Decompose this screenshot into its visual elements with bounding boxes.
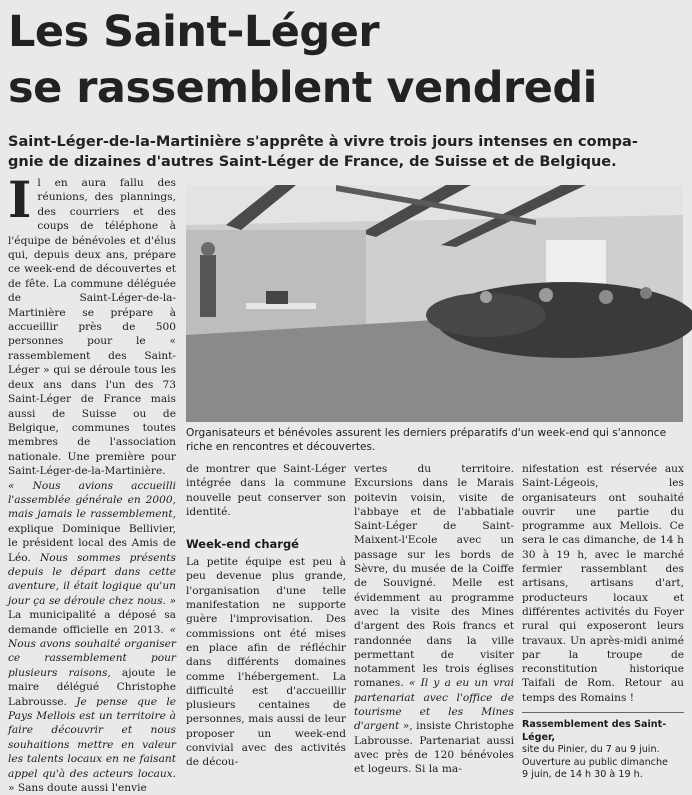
photo-illustration	[186, 185, 683, 422]
quote: Je pense que le Pays Mellois est un territoire à faire découvrir et nous souhaitions mettre en valeur les talents locaux en ne faisant appel qu'à des acteurs locaux.	[8, 695, 176, 780]
photo-attendee-head	[480, 291, 492, 303]
text: l en aura fallu des réunions, des plannings, des courriers et des coups de téléphone à l'équipe de bénévoles et d'élus qui, depuis deux ans, prépare ce week-end de découvertes et de fête. La commune déléguée de Saint-Léger-de-la-Martinière se prépare à accueillir près de 500 personnes pour le « rassemblement des Saint-Léger » qui se déroule tous les deux ans dans l'un des 73 Saint-Léger de France mais aussi de Suisse ou de Belgique, communes toutes membres de l'association nationale. Une première pour Saint-Léger-de-la-Martinière.	[8, 177, 176, 478]
paragraph	[8, 170, 176, 479]
subheading: Week-end chargé	[186, 537, 299, 552]
paragraph: nifestation est réservée aux Saint-Légeois, les organisateurs ont souhaité ouvrir une partie du programme aux Mellois. Ce sera le cas dimanche, de 14 h 30 à 19 h, avec le marché fermier rassemblant des artisans, artisans d'art, producteurs locaux et différentes activités du Foyer rural qui exposeront leurs travaux. Un après-midi animé par la troupe de reconstitution historique Taifali de Rom. Retour au temps des Romains !	[522, 463, 684, 704]
info-box	[522, 719, 684, 782]
event-hall-photo	[186, 185, 683, 422]
headline-line-2: se rassemblent vendredi	[8, 63, 597, 113]
photo-laptop	[266, 291, 288, 304]
body-column-3	[354, 462, 514, 776]
body-column-4	[522, 462, 684, 781]
quote: Nous sommes présents depuis le départ dans cette aventure, il était logique qu'un jour ça se déroule chez nous. »	[8, 551, 176, 607]
info-box-body: site du Pinier, du 7 au 9 juin. Ouverture au public dimanche 9 juin, de 14 h 30 à 19 h.	[522, 744, 668, 781]
quote: « Nous avions accueilli l'assemblée générale en 2000, mais jamais le rassemblement,	[8, 479, 176, 521]
body-column-1	[8, 170, 176, 795]
divider	[522, 712, 684, 713]
dropcap: I	[8, 170, 32, 229]
quote: « Il y a eu un vrai partenariat avec l'office de tourisme et les Mines d'argent »,	[354, 677, 514, 733]
info-box-title: Rassemblement des Saint-Léger,	[522, 719, 667, 743]
text: » Sans doute aussi l'envie	[8, 782, 147, 795]
headline	[8, 4, 684, 116]
body-column-2	[186, 462, 346, 769]
text: explique Dominique Bellivier, le président local des Amis de Léo.	[8, 522, 176, 564]
paragraph: de montrer que Saint-Léger intégrée dans la commune nouvelle peut conserver son identité.	[186, 463, 346, 518]
photo-speaker-head	[201, 242, 215, 256]
photo-window	[546, 240, 606, 285]
photo-speaker-person	[200, 255, 216, 317]
paragraph	[354, 462, 514, 777]
standfirst: Saint-Léger-de-la-Martinière s'apprête à vivre trois jours intenses en compa- gnie de dizaines d'autres Saint-Léger de France, de Suisse et de Belgique.	[8, 134, 638, 170]
photo-attendee-head	[640, 287, 652, 299]
photo-attendee-head	[539, 288, 553, 302]
paragraph	[8, 479, 176, 795]
paragraph: La petite équipe est peu à peu devenue plus grande, l'organisation d'une telle manifestation ne supporte guère l'improvisation. Des commissions ont été mises en place afin de réfléchir dans différents domaines comme l'hébergement. La difficulté est d'accueillir plusieurs centaines de personnes, mais aussi de leur proposer un week-end convivial avec des activités de décou-	[186, 556, 346, 769]
photo-caption: Organisateurs et bénévoles assurent les derniers préparatifs d'un week-end qui s'annonce riche en rencontres et découvertes.	[186, 427, 667, 453]
text: insiste Christophe Labrousse. Partenariat aussi avec près de 120 bénévoles et logeurs. Si la ma-	[354, 720, 514, 776]
quote: « Nous avons souhaité organiser ce rassemblement pour plusieurs raisons,	[8, 623, 176, 679]
photo-attendee-head	[599, 290, 613, 304]
text: ajoute le maire délégué Christophe Labrousse.	[8, 666, 176, 708]
headline-line-1: Les Saint-Léger	[8, 7, 380, 57]
text: La municipalité a déposé sa demande officielle en 2013.	[8, 609, 176, 636]
text: vertes du territoire. Excursions dans le Marais poitevin voisin, visite de l'abbaye et de l'abbatiale Saint-Léger de Saint-Maixent-l'Ecole avec un passage sur les bords de Sèvre, du musée de la Coiffe de Souvigné. Melle est évidemment au programme avec la visite des Mines d'argent des Rois francs et randonnée dans la ville permettant de visiter notamment les trois églises romanes.	[354, 463, 514, 690]
